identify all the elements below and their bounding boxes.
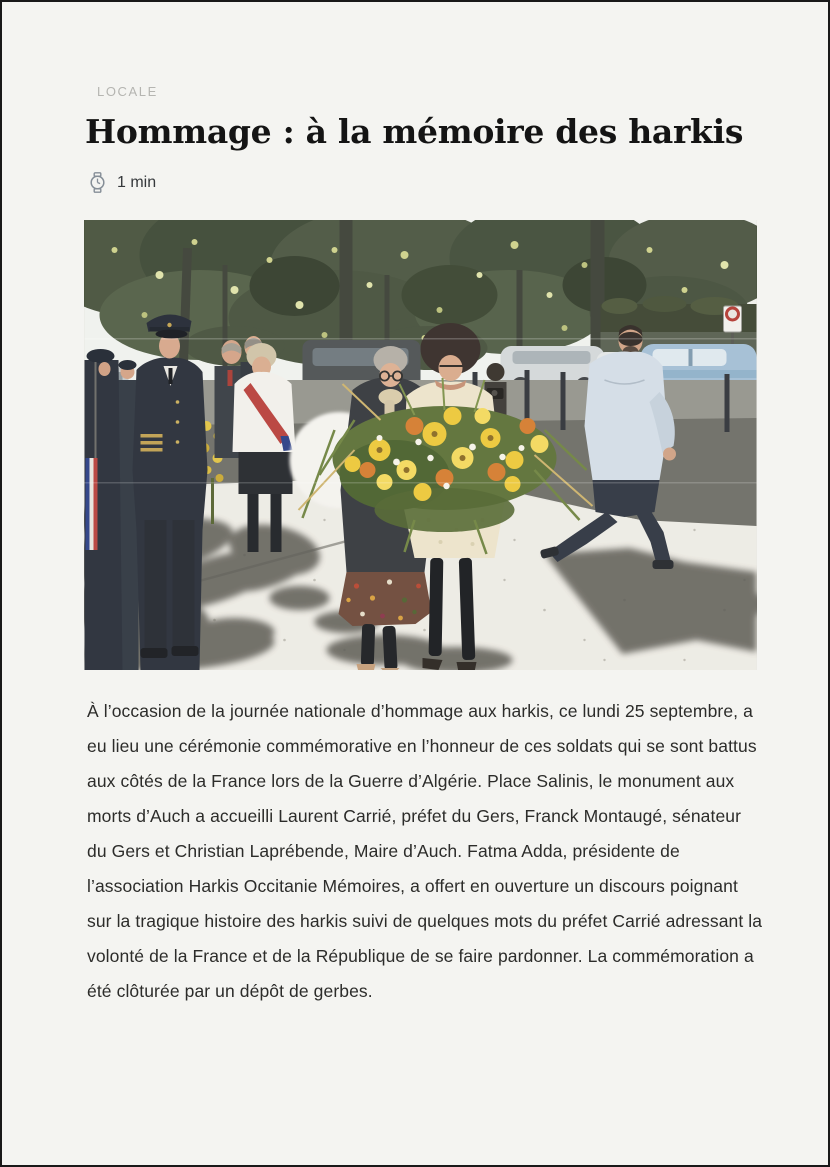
ceremony-photo-illustration: [84, 220, 757, 670]
scan-wash: [85, 220, 757, 670]
article-paragraph: À l’occasion de la journée nationale d’hommage aux harkis, ce lundi 25 septembre, a eu lieu une cérémonie commémorative en l’honneur de ces soldats qui se sont battus aux côtés de la France lors de la Guerre d’Algérie. Place Salinis, le monument aux morts d’Auch a accueilli Laurent Carrié, préfet du Gers, Franck Montaugé, sénateur du Gers et Christian Laprébende, Maire d’Auch. Fatma Adda, présidente de l’association Harkis Occitanie Mémoires, a offert en ouverture un discours poignant sur la tragique histoire des harkis suivi de quelques mots du préfet Carrié adressant la volonté de la France et de la République de se faire pardonner. La commémoration a été clôturée par un dépôt de gerbes.: [87, 701, 763, 1001]
article-photo: [84, 220, 757, 670]
article-title: Hommage : à la mémoire des harkis: [85, 112, 744, 151]
scan-band: [85, 338, 757, 340]
category-label: LOCALE: [97, 84, 158, 99]
read-time-label: 1 min: [117, 173, 157, 191]
scan-band: [85, 482, 757, 484]
read-time: [88, 172, 156, 193]
watch-icon: [88, 172, 107, 193]
